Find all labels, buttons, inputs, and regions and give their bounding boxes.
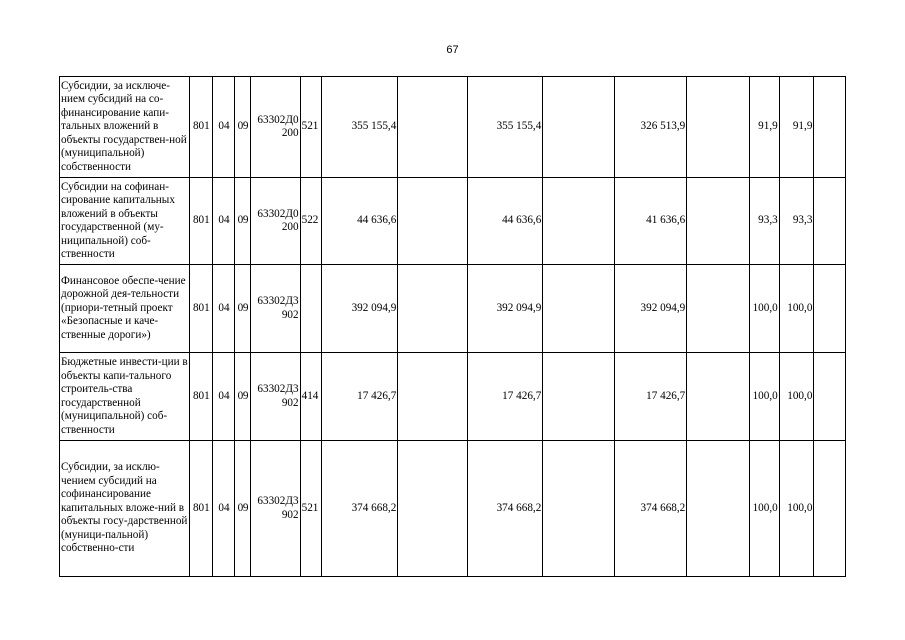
target-article-cell: 63302Д0 200 [251, 77, 300, 178]
amount-approved-cell: 17 426,7 [321, 353, 398, 441]
amount-executed-cell: 392 094,9 [614, 265, 687, 353]
empty-cell [814, 441, 846, 577]
empty-cell [543, 353, 614, 441]
subsection-cell: 09 [235, 265, 251, 353]
table-body [60, 77, 846, 577]
section-cell: 04 [213, 441, 235, 577]
subsection-cell: 09 [235, 353, 251, 441]
amount-specified-cell: 44 636,6 [467, 178, 543, 265]
amount-specified-cell: 355 155,4 [467, 77, 543, 178]
section-cell: 04 [213, 77, 235, 178]
empty-cell [687, 441, 750, 577]
section-cell: 04 [213, 265, 235, 353]
amount-approved-cell: 44 636,6 [321, 178, 398, 265]
percent-specified-cell: 100,0 [779, 353, 814, 441]
subsection-cell: 09 [235, 77, 251, 178]
row-name-cell: Субсидии, за исключе-нием субсидий на со-финансирование капи-тальных вложений в объекты государствен-ной (муниципальной) собственности [60, 77, 190, 178]
grbs-cell: 801 [190, 353, 213, 441]
target-article-cell: 63302Д3 902 [251, 441, 300, 577]
grbs-cell: 801 [190, 265, 213, 353]
expense-type-cell: 521 [300, 441, 321, 577]
amount-executed-cell: 17 426,7 [614, 353, 687, 441]
percent-approved-cell: 93,3 [750, 178, 779, 265]
amount-approved-cell: 392 094,9 [321, 265, 398, 353]
amount-approved-cell: 355 155,4 [321, 77, 398, 178]
amount-specified-cell: 374 668,2 [467, 441, 543, 577]
table-row [60, 353, 846, 441]
percent-approved-cell: 91,9 [750, 77, 779, 178]
subsection-cell: 09 [235, 441, 251, 577]
empty-cell [814, 265, 846, 353]
grbs-cell: 801 [190, 178, 213, 265]
percent-approved-cell: 100,0 [750, 353, 779, 441]
empty-cell [398, 77, 467, 178]
expense-type-cell: 521 [300, 77, 321, 178]
percent-approved-cell: 100,0 [750, 265, 779, 353]
empty-cell [398, 178, 467, 265]
empty-cell [543, 178, 614, 265]
target-article-cell: 63302Д3 902 [251, 265, 300, 353]
empty-cell [814, 353, 846, 441]
empty-cell [398, 441, 467, 577]
amount-approved-cell: 374 668,2 [321, 441, 398, 577]
percent-approved-cell: 100,0 [750, 441, 779, 577]
amount-specified-cell: 392 094,9 [467, 265, 543, 353]
table-row [60, 265, 846, 353]
empty-cell [398, 353, 467, 441]
empty-cell [543, 265, 614, 353]
row-name-cell: Бюджетные инвести-ции в объекты капи-тального строитель-ства государственной (муниципальной) соб-ственности [60, 353, 190, 441]
row-name-cell: Субсидии на софинан-сирование капитальных вложений в объекты государственной (му-ниципальной) соб-ственности [60, 178, 190, 265]
section-cell: 04 [213, 353, 235, 441]
empty-cell [814, 178, 846, 265]
amount-specified-cell: 17 426,7 [467, 353, 543, 441]
table-row [60, 77, 846, 178]
empty-cell [687, 77, 750, 178]
empty-cell [398, 265, 467, 353]
row-name-cell: Субсидии, за исклю-чением субсидий на софинансирование капитальных вложе-ний в объекты госу-дарственной (муници-пальной) собственно-сти [60, 441, 190, 577]
subsection-cell: 09 [235, 178, 251, 265]
empty-cell [543, 441, 614, 577]
percent-specified-cell: 100,0 [779, 441, 814, 577]
percent-specified-cell: 91,9 [779, 77, 814, 178]
page-number: 67 [446, 44, 459, 56]
amount-executed-cell: 374 668,2 [614, 441, 687, 577]
section-cell: 04 [213, 178, 235, 265]
grbs-cell: 801 [190, 441, 213, 577]
target-article-cell: 63302Д3 902 [251, 353, 300, 441]
target-article-cell: 63302Д0 200 [251, 178, 300, 265]
grbs-cell: 801 [190, 77, 213, 178]
expense-type-cell: 414 [300, 353, 321, 441]
empty-cell [687, 178, 750, 265]
empty-cell [814, 77, 846, 178]
budget-table [59, 76, 846, 577]
empty-cell [687, 265, 750, 353]
table-row [60, 178, 846, 265]
expense-type-cell [300, 265, 321, 353]
empty-cell [687, 353, 750, 441]
percent-specified-cell: 100,0 [779, 265, 814, 353]
row-name-cell: Финансовое обеспе-чение дорожной дея-тельности (приори-тетный проект «Безопасные и каче-ственные дороги») [60, 265, 190, 353]
amount-executed-cell: 41 636,6 [614, 178, 687, 265]
expense-type-cell: 522 [300, 178, 321, 265]
empty-cell [543, 77, 614, 178]
percent-specified-cell: 93,3 [779, 178, 814, 265]
amount-executed-cell: 326 513,9 [614, 77, 687, 178]
table-row [60, 441, 846, 577]
